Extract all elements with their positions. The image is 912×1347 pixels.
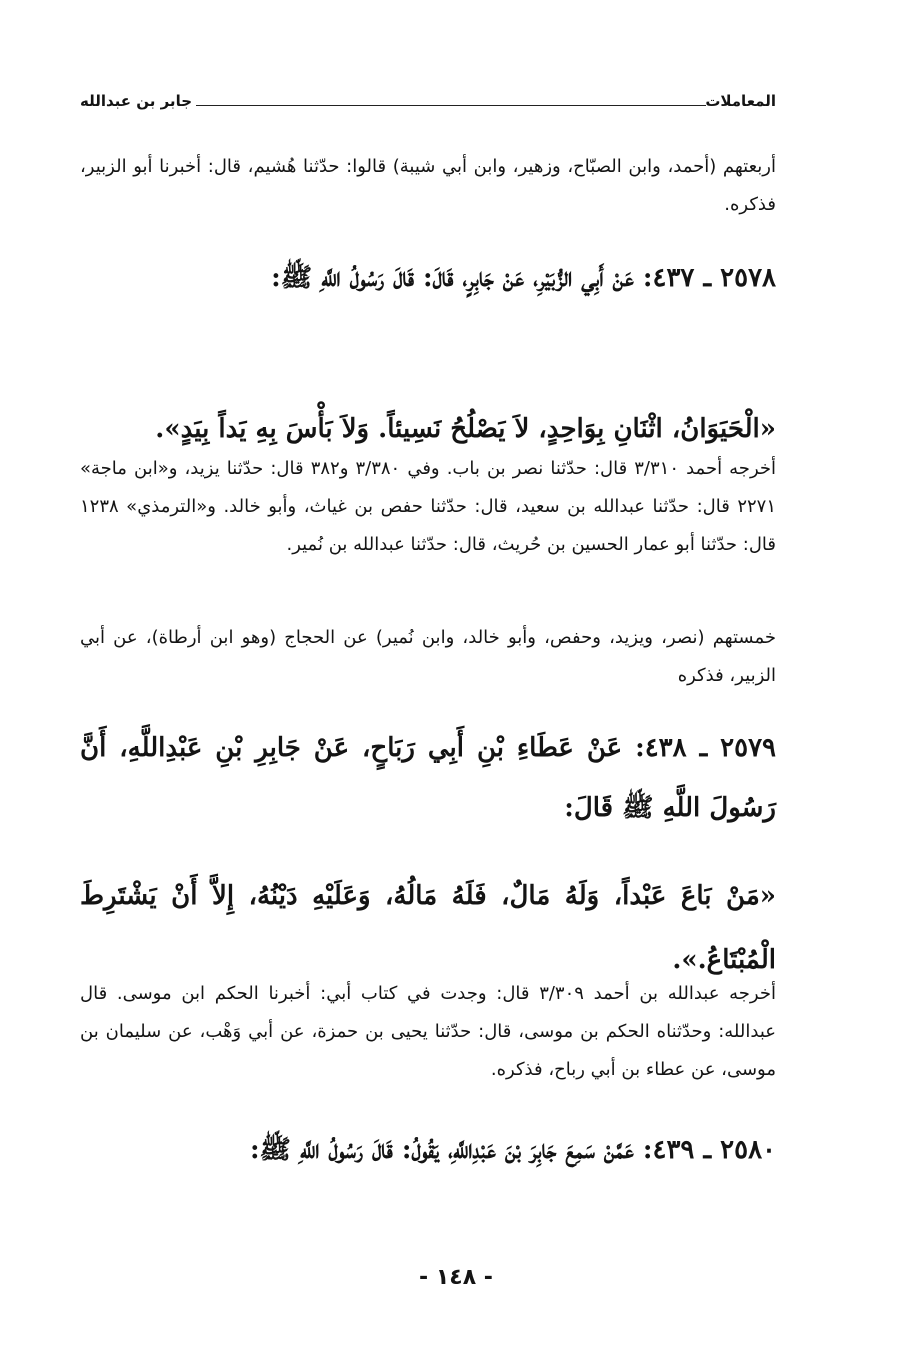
takhrij-text: أخرجه عبدالله بن أحمد ٣/٣٠٩ قال: وجدت في كتاب أبي: أخبرنا الحكم ابن موسى. قال عبدالله: وحدّثناه الحكم بن موسى، قال: حدّثنا يحيى بن حمزة، عن أبي وَهْب، عن سليمان بن موسى، عن عطاء بن أبي رباح، فذكره. <box>80 983 776 1080</box>
takhrij-text: أخرجه أحمد ٣/٣١٠ قال: حدّثنا نصر بن باب. وفي ٣/٣٨٠ و٣٨٢ قال: حدّثنا يزيد، و«ابن ماجة» ٢٢٧١ قال: حدّثنا عبدالله بن سعيد، قال: حدّثنا حفص بن غياث، وأبو خالد. و«الترمذي» ١٢٣٨ قال: حدّثنا أبو عمار الحسين بن حُريث، قال: حدّثنا عبدالله بن نُمير. <box>80 458 776 555</box>
running-header <box>80 88 776 114</box>
hadith-matn-text: «مَنْ بَاعَ عَبْداً، وَلَهُ مَالٌ، فَلَهُ مَالُهُ، وَعَلَيْهِ دَيْنُهُ، إِلاَّ أَنْ يَشْتَرِطَ الْمُبْتَاعُ.». <box>80 881 776 975</box>
hadith-isnad: ٢٥٧٨ ـ ٤٣٧: عَنْ أَبِي الزُّبَيْرِ، عَنْ جَابِرٍ، قَالَ: قَالَ رَسُولُ اللَّهِ ﷺ: <box>271 263 776 293</box>
takhrij-text: خمستهم (نصر، ويزيد، وحفص، وأبو خالد، وابن نُمير) عن الحجاج (وهو ابن أرطاة)، عن أبي الزبير، فذكره <box>80 627 776 686</box>
source-text: أربعتهم (أحمد، وابن الصبّاح، وزهير، وابن أبي شيبة) قالوا: حدّثنا هُشيم، قال: أخبرنا أبو الزبير، فذكره. <box>80 156 776 215</box>
header-narrator: جابر بن عبدالله <box>80 92 196 110</box>
page-number: - ١٤٨ - <box>419 1265 493 1290</box>
source-paragraph <box>80 148 776 224</box>
takhrij-paragraph <box>80 450 776 564</box>
header-chapter: المعاملات <box>701 92 776 110</box>
hadith-heading <box>80 1120 776 1180</box>
hadith-isnad: ٢٥٧٩ ـ ٤٣٨: عَنْ عَطَاءِ بْنِ أَبِي رَبَاحٍ، عَنْ جَابِرِ بْنِ عَبْدِاللَّهِ، أَنَّ رَسُولَ اللَّهِ ﷺ قَالَ: <box>80 733 776 823</box>
header-rule <box>180 105 706 106</box>
hadith-matn-text: «الْحَيَوَانُ، اثْنَانِ بِوَاحِدٍ، لاَ يَصْلُحُ نَسِيئاً. وَلاَ بَأْسَ بِهِ يَداً بِيَدٍ». <box>155 414 776 444</box>
takhrij-paragraph <box>80 619 776 695</box>
hadith-isnad: ٢٥٨٠ ـ ٤٣٩: عَمَّنْ سَمِعَ جَابِرَ بْنَ عَبْدِاللَّهِ، يَقُولُ: قَالَ رَسُولُ اللَّهِ ﷺ: <box>249 1135 776 1165</box>
takhrij-paragraph <box>80 975 776 1089</box>
hadith-heading <box>80 718 776 838</box>
hadith-heading <box>80 248 776 308</box>
